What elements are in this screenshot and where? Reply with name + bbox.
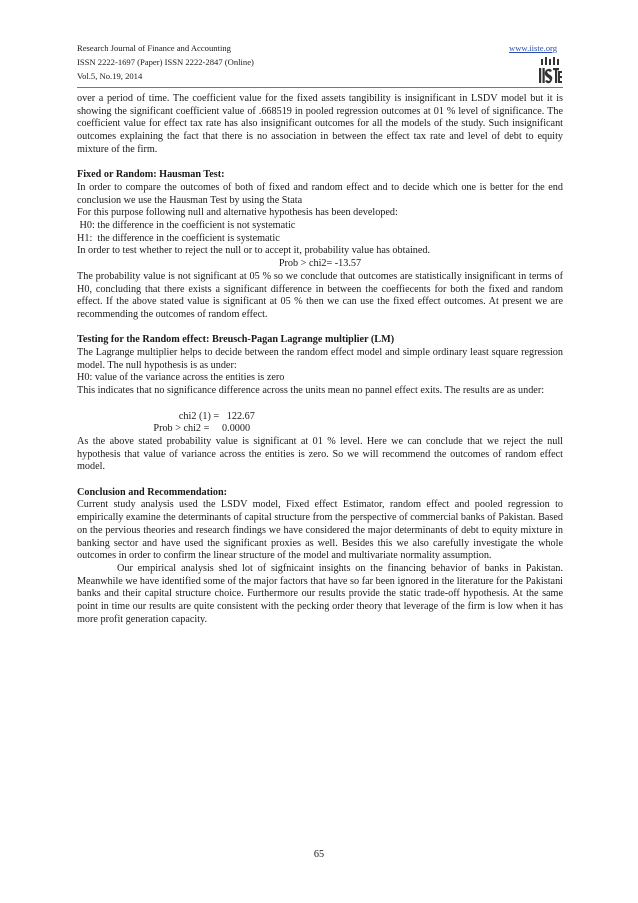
- paragraph-conclusion-1: Current study analysis used the LSDV model, Fixed effect Estimator, random effect and pooled regression to empirically examine the determinants of capital structure from the perspective of commercial banks of Pakistan. Based on the pervious theories and research findings we have considered the major determinants of debt to equity mixture in banking sector and have used the significant proxies as well. Besides this we also carefully investigate the whole outcomes in order to confirm the linear structure of the model and multivariate normality assumption.: [77, 499, 563, 562]
- heading-conclusion: Conclusion and Recommendation:: [77, 486, 227, 498]
- paragraph-lm-2: This indicates that no significance difference across the units mean no pannel effect exits. The results are as under:: [77, 385, 545, 397]
- paragraph-lm-1: The Lagrange multiplier helps to decide between the random effect model and simple ordinary least square regression model. The null hypothesis is as under:: [77, 347, 563, 371]
- paragraph-hausman-2: For this purpose following null and alternative hypothesis has been developed:: [77, 207, 398, 219]
- paragraph-intro: over a period of time. The coefficient value for the fixed assets tangibility is insignificant in LSDV model but it is showing the significant coefficient value of .668519 in pooled regression outcomes at 01 % level of significance. The coefficient value for effect tax rate has also insignificant outcomes for all the models of the study. Such insignificant outcomes explaining the fact that there is no association in between the effect tax rate and level of debt to equity mixture of the firm.: [77, 93, 563, 155]
- paragraph-hausman-3: In order to test whether to reject the null or to accept it, probability value has obtained.: [77, 245, 431, 257]
- journal-url-link[interactable]: www.iiste.org: [509, 43, 557, 53]
- page-number: 65: [313, 849, 325, 860]
- hypothesis-lm-h0: H0: value of the variance across the entities is zero: [77, 372, 285, 384]
- paragraph-lm-3: As the above stated probability value is significant at 01 % level. Here we can conclude that we reject the null hypothesis that value of variance across the entities is zero. So we will recommend the outcomes of random effect model.: [77, 435, 563, 473]
- lm-chi2-value: chi2 (1) = 122.67: [77, 410, 255, 422]
- hypothesis-h0: H0: the difference in the coefficient is not systematic: [77, 220, 296, 232]
- heading-hausman: Fixed or Random: Hausman Test:: [77, 169, 225, 181]
- issn-line: ISSN 2222-1697 (Paper) ISSN 2222-2847 (Online): [77, 57, 254, 67]
- heading-lm-test: Testing for the Random effect: Breusch-Pagan Lagrange multiplier (LM): [77, 334, 395, 346]
- paragraph-conclusion-2: Our empirical analysis shed lot of sigfnicaint insights on the financing behavior of banks in Pakistan. Meanwhile we have identified some of the major factors that have so far been ignored in the literature for the Pakistani banks and their capital structure choice. Furthermore our results provide the static trade-off hypothesis. At the same point in time our results are quite consistent with the pecking order theory that leverage of the firm is low when it has more profit generation capacity.: [77, 562, 563, 625]
- lm-prob-value: Prob > chi2 = 0.0000: [77, 423, 251, 435]
- paragraph-hausman-4: The probability value is not significant at 05 % so we conclude that outcomes are statistically insignificant in terms of H0, concluding that there exists a significant difference in between the coeffiecents for both the fixed and random effect. If the above stated value is significant at 05 % then we can use the fixed effect outcomes. At present we are recommending the outcomes of random effect.: [77, 270, 563, 320]
- page-body: [77, 93, 563, 626]
- header-divider: [77, 87, 563, 88]
- journal-title: Research Journal of Finance and Accounting: [77, 43, 231, 53]
- page-header: [77, 41, 563, 83]
- volume-line: Vol.5, No.19, 2014: [77, 71, 143, 81]
- paragraph-hausman-1: In order to compare the outcomes of both of fixed and random effect and to decide which one is better for the end conclusion we use the Hausman Test by using the Stata: [77, 181, 563, 206]
- hausman-prob-value: Prob > chi2= -13.57: [278, 258, 362, 270]
- hypothesis-h1: H1: the difference in the coefficient is systematic: [77, 232, 280, 244]
- iiste-logo-icon: [538, 57, 562, 87]
